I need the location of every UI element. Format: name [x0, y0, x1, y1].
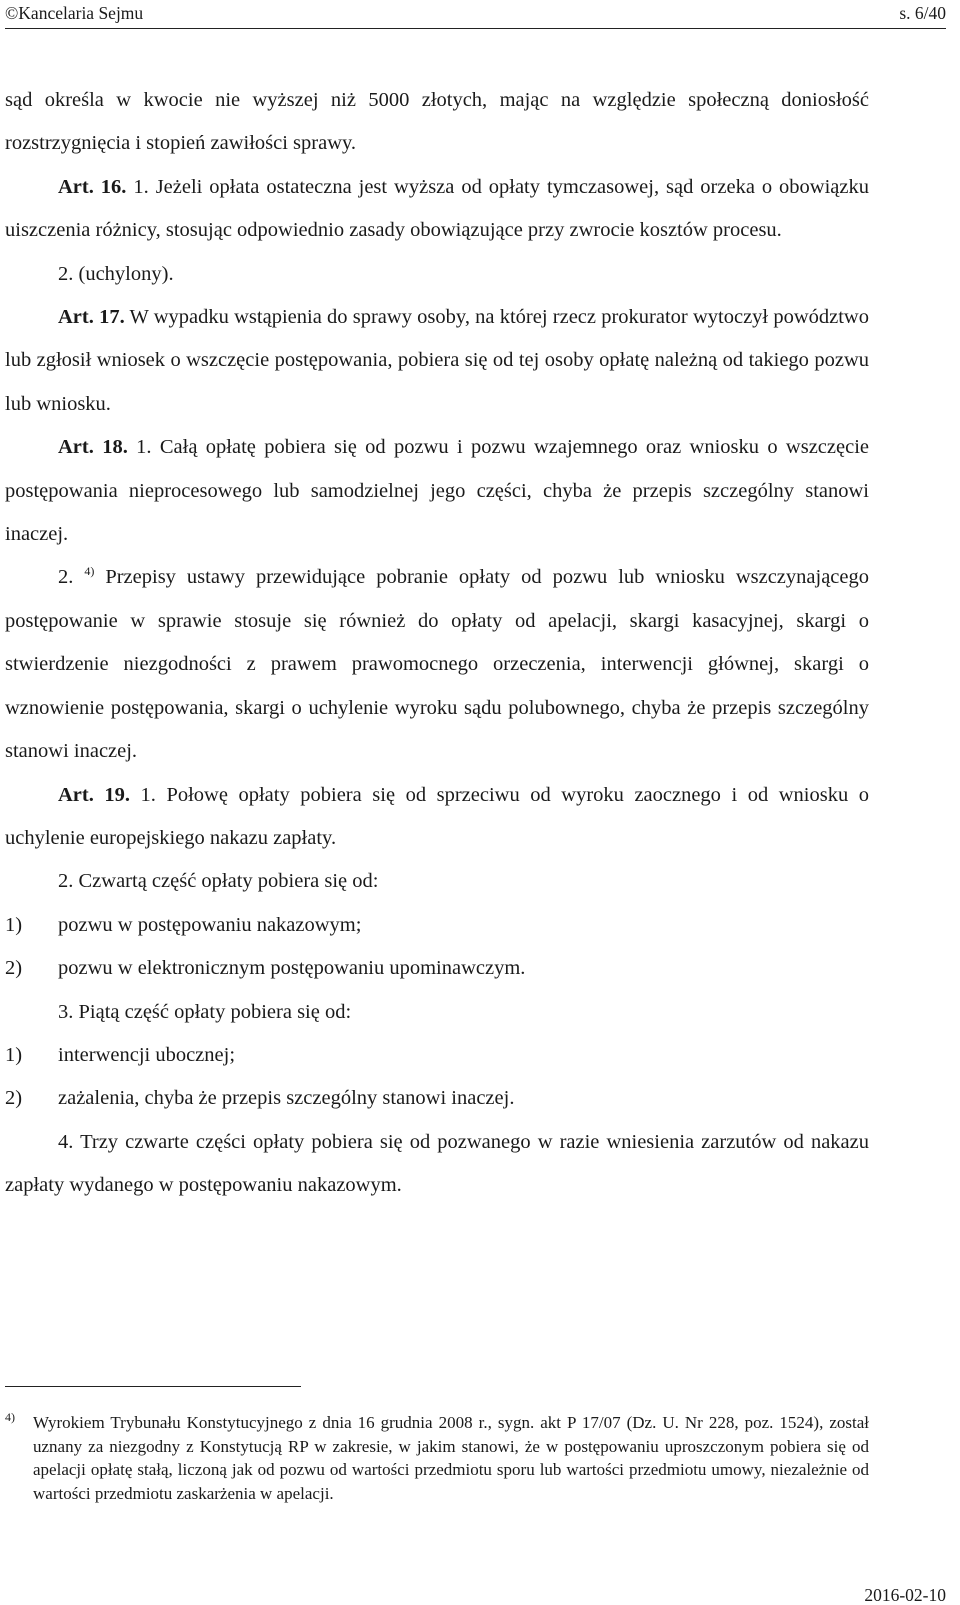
art-19-paragraph-1: [5, 774, 869, 861]
footnote-divider: [5, 1386, 301, 1387]
list-item: [5, 904, 869, 947]
paragraph-continuation: sąd określa w kwocie nie wyższej niż 5000 złotych, mając na względzie społeczną doniosłość rozstrzygnięcia i stopień zawiłości sprawy.: [5, 89, 869, 155]
art-19-label: Art. 19.: [58, 783, 131, 806]
page-footer-date: 2016-02-10: [864, 1585, 946, 1605]
header-page-number: s. 6/40: [899, 3, 946, 23]
footnote: [5, 1411, 869, 1505]
art-18-text-1: 1. Całą opłatę pobiera się od pozwu i pozwu wzajemnego oraz wniosku o wszczęcie postępowania nieprocesowego lub samodzielnej jego części, chyba że przepis szczególny stanowi inaczej.: [5, 436, 869, 546]
art-18-label: Art. 18.: [58, 436, 128, 459]
list-item-text: pozwu w postępowaniu nakazowym;: [58, 913, 362, 936]
list-item-text: pozwu w elektronicznym postępowaniu upominawczym.: [58, 957, 526, 980]
footnote-mark: 4): [5, 1410, 15, 1424]
art-16-paragraph-1: [5, 166, 869, 253]
art-18-p2-number: 2.: [58, 566, 85, 589]
list-item-number: 2): [5, 1087, 23, 1110]
list-item-number: 1): [5, 1043, 23, 1066]
art-19-text-1: 1. Połowę opłaty pobiera się od sprzeciwu od wyroku zaocznego i od wniosku o uchylenie europejskiego nakazu zapłaty.: [5, 783, 869, 849]
art-16-text-1: 1. Jeżeli opłata ostateczna jest wyższa od opłaty tymczasowej, sąd orzeka o obowiązku uiszczenia różnicy, stosując odpowiednio zasady obowiązujące przy zwrocie kosztów procesu.: [5, 175, 869, 242]
art-19-paragraph-3: 3. Piątą część opłaty pobiera się od:: [58, 1000, 352, 1023]
footnote-text: Wyrokiem Trybunału Konstytucyjnego z dnia 16 grudnia 2008 r., sygn. akt P 17/07 (Dz. U. Nr 228, poz. 1524), został uznany za niezgodny z Konstytucją RP w zakresie, w jakim stanowi, że w postępowaniu uproszczonym pobiera się od apelacji opłatę stałą, liczoną jak od pozwu od wartości przedmiotu sporu lub wartości przedmiotu umowy, niezależnie od wartości przedmiotu zaskarżenia w apelacji.: [33, 1413, 869, 1503]
art-17-label: Art. 17.: [58, 306, 125, 329]
art-18-paragraph-2: [5, 556, 869, 773]
art-18-text-2: Przepisy ustawy przewidujące pobranie opłaty od pozwu lub wniosku wszczynającego postępowanie w sprawie stosuje się również do opłaty od apelacji, skargi kasacyjnej, skargi o stwierdzenie niezgodności z prawem prawomocnego orzeczenia, interwencji głównej, skargi o wznowienie postępowania, skargi o uchylenie wyroku sądu polubownego, chyba że przepis szczególny stanowi inaczej.: [5, 566, 870, 763]
list-item: [5, 1077, 869, 1120]
list-item: [5, 1034, 869, 1077]
art-16-label: Art. 16.: [58, 175, 127, 198]
header-copyright: ©Kancelaria Sejmu: [5, 3, 144, 23]
list-item-number: 1): [5, 913, 23, 936]
art-16-paragraph-2: 2. (uchylony).: [58, 262, 174, 285]
list-item-number: 2): [5, 957, 23, 980]
art-19-paragraph-4: 4. Trzy czwarte części opłaty pobiera się od pozwanego w razie wniesienia zarzutów od nakazu zapłaty wydanego w postępowaniu nakazowym.: [5, 1130, 869, 1197]
art-19-paragraph-2: 2. Czwartą część opłaty pobiera się od:: [58, 870, 379, 893]
list-item-text: interwencji ubocznej;: [58, 1043, 236, 1066]
document-body: [5, 79, 869, 1208]
list-item: [5, 947, 869, 990]
art-18-paragraph-1: [5, 426, 869, 556]
art-17-text: W wypadku wstąpienia do sprawy osoby, na której rzecz prokurator wytoczył powództwo lub zgłosił wniosek o wszczęcie postępowania, pobiera się od tej osoby opłatę należną od takiego pozwu lub wniosku.: [5, 306, 869, 415]
art-17-paragraph: [5, 296, 869, 426]
footnote-reference[interactable]: 4): [84, 564, 95, 579]
list-item-text: zażalenia, chyba że przepis szczególny stanowi inaczej.: [58, 1087, 515, 1110]
page-header: [5, 2, 946, 29]
